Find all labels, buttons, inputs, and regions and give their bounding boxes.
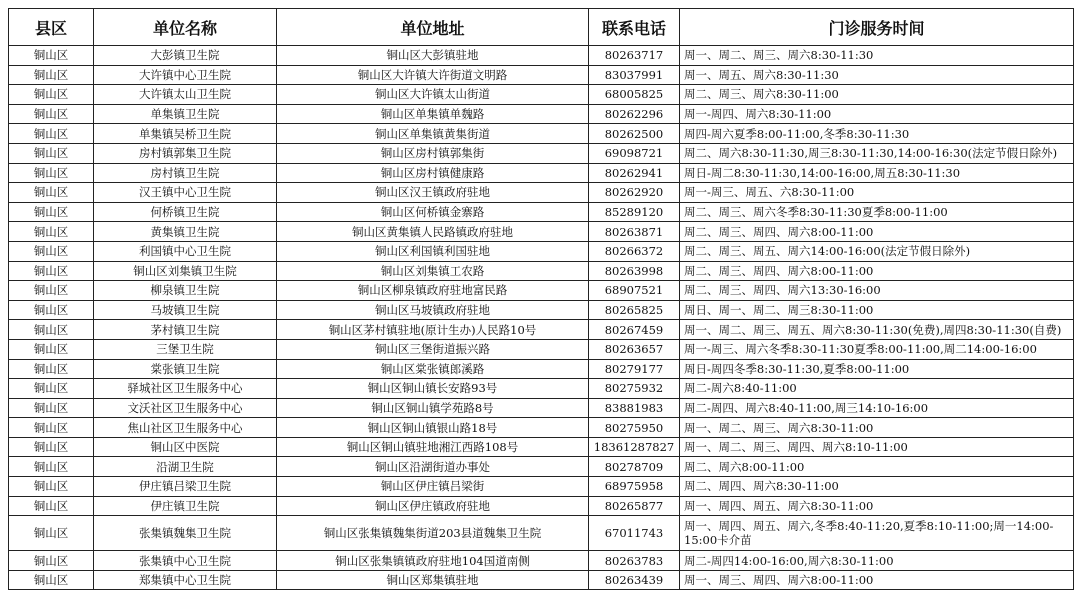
cell-phone: 67011743 [589, 516, 680, 551]
cell-unit-name: 张集镇魏集卫生院 [94, 516, 277, 551]
cell-district: 铜山区 [9, 202, 94, 222]
cell-unit-address: 铜山区沿湖街道办事处 [277, 457, 589, 477]
cell-clinic-hours: 周一-周四、周六8:30-11:00 [680, 104, 1074, 124]
cell-unit-name: 三堡卫生院 [94, 339, 277, 359]
cell-phone: 68975958 [589, 477, 680, 497]
cell-clinic-hours: 周二、周三、周五、周六14:00-16:00(法定节假日除外) [680, 241, 1074, 261]
cell-district: 铜山区 [9, 222, 94, 242]
table-row [9, 418, 1074, 438]
cell-unit-address: 铜山区张集镇魏集街道203县道魏集卫生院 [277, 516, 589, 551]
table-row [9, 104, 1074, 124]
cell-clinic-hours: 周二、周六8:30-11:30,周三8:30-11:30,14:00-16:30(法定节假日除外) [680, 143, 1074, 163]
cell-clinic-hours: 周一、周二、周三、周六8:30-11:00 [680, 418, 1074, 438]
cell-clinic-hours: 周二、周四、周六8:30-11:00 [680, 477, 1074, 497]
cell-unit-address: 铜山区房村镇郭集街 [277, 143, 589, 163]
clinic-schedule-table [8, 8, 1074, 590]
table-row [9, 379, 1074, 399]
cell-unit-name: 焦山社区卫生服务中心 [94, 418, 277, 438]
cell-clinic-hours: 周日-周四冬季8:30-11:30,夏季8:00-11:00 [680, 359, 1074, 379]
cell-district: 铜山区 [9, 359, 94, 379]
cell-unit-name: 房村镇郭集卫生院 [94, 143, 277, 163]
table-row [9, 143, 1074, 163]
cell-clinic-hours: 周一-周三、周五、六8:30-11:00 [680, 183, 1074, 203]
cell-district: 铜山区 [9, 496, 94, 516]
cell-clinic-hours: 周一、周三、周四、周六8:00-11:00 [680, 570, 1074, 590]
table-row [9, 437, 1074, 457]
cell-clinic-hours: 周一、周二、周三、周四、周六8:10-11:00 [680, 437, 1074, 457]
cell-phone: 85289120 [589, 202, 680, 222]
cell-unit-address: 铜山区黄集镇人民路镇政府驻地 [277, 222, 589, 242]
cell-unit-name: 何桥镇卫生院 [94, 202, 277, 222]
cell-clinic-hours: 周一、周二、周三、周五、周六8:30-11:30(免费),周四8:30-11:30(自费) [680, 320, 1074, 340]
cell-phone: 83037991 [589, 65, 680, 85]
cell-district: 铜山区 [9, 65, 94, 85]
cell-unit-address: 铜山区张集镇镇政府驻地104国道南侧 [277, 551, 589, 571]
cell-unit-address: 铜山区单集镇黄集街道 [277, 124, 589, 144]
cell-clinic-hours: 周一-周三、周六冬季8:30-11:30夏季8:00-11:00,周二14:00-16:00 [680, 339, 1074, 359]
header-phone: 联系电话 [589, 9, 680, 46]
cell-unit-address: 铜山区铜山镇银山路18号 [277, 418, 589, 438]
cell-phone: 80262296 [589, 104, 680, 124]
table-row [9, 124, 1074, 144]
table-row [9, 339, 1074, 359]
cell-phone: 80263657 [589, 339, 680, 359]
cell-unit-address: 铜山区大许镇大许街道文明路 [277, 65, 589, 85]
cell-unit-name: 驿城社区卫生服务中心 [94, 379, 277, 399]
cell-unit-name: 马坡镇卫生院 [94, 300, 277, 320]
table-row [9, 222, 1074, 242]
cell-phone: 80278709 [589, 457, 680, 477]
table-row [9, 516, 1074, 551]
cell-district: 铜山区 [9, 570, 94, 590]
table-row [9, 46, 1074, 66]
cell-district: 铜山区 [9, 320, 94, 340]
cell-clinic-hours: 周二-周六8:40-11:00 [680, 379, 1074, 399]
cell-unit-name: 柳泉镇卫生院 [94, 281, 277, 301]
cell-phone: 83881983 [589, 398, 680, 418]
cell-district: 铜山区 [9, 261, 94, 281]
table-row [9, 85, 1074, 105]
table-row [9, 570, 1074, 590]
table-row [9, 65, 1074, 85]
cell-district: 铜山区 [9, 398, 94, 418]
cell-phone: 68005825 [589, 85, 680, 105]
cell-district: 铜山区 [9, 551, 94, 571]
cell-unit-address: 铜山区刘集镇工农路 [277, 261, 589, 281]
cell-clinic-hours: 周二-周四、周六8:40-11:00,周三14:10-16:00 [680, 398, 1074, 418]
cell-phone: 80263871 [589, 222, 680, 242]
table-row [9, 496, 1074, 516]
table-row [9, 398, 1074, 418]
cell-unit-address: 铜山区郑集镇驻地 [277, 570, 589, 590]
cell-unit-name: 大许镇中心卫生院 [94, 65, 277, 85]
table-row [9, 551, 1074, 571]
cell-clinic-hours: 周二、周三、周六8:30-11:00 [680, 85, 1074, 105]
cell-unit-name: 汉王镇中心卫生院 [94, 183, 277, 203]
cell-district: 铜山区 [9, 437, 94, 457]
header-district: 县区 [9, 9, 94, 46]
header-unit-address: 单位地址 [277, 9, 589, 46]
table-row [9, 163, 1074, 183]
cell-district: 铜山区 [9, 281, 94, 301]
cell-unit-address: 铜山区柳泉镇政府驻地富民路 [277, 281, 589, 301]
cell-phone: 80262920 [589, 183, 680, 203]
cell-unit-address: 铜山区三堡街道振兴路 [277, 339, 589, 359]
table-row [9, 457, 1074, 477]
cell-clinic-hours: 周一、周二、周三、周六8:30-11:30 [680, 46, 1074, 66]
cell-clinic-hours: 周日-周二8:30-11:30,14:00-16:00,周五8:30-11:30 [680, 163, 1074, 183]
cell-unit-name: 伊庄镇吕梁卫生院 [94, 477, 277, 497]
cell-unit-name: 利国镇中心卫生院 [94, 241, 277, 261]
cell-unit-name: 单集镇卫生院 [94, 104, 277, 124]
cell-district: 铜山区 [9, 85, 94, 105]
cell-unit-name: 张集镇中心卫生院 [94, 551, 277, 571]
cell-phone: 80262941 [589, 163, 680, 183]
table-row [9, 359, 1074, 379]
cell-phone: 80263783 [589, 551, 680, 571]
cell-clinic-hours: 周一、周四、周五、周六8:30-11:00 [680, 496, 1074, 516]
table-body [9, 46, 1074, 590]
table-row [9, 477, 1074, 497]
cell-unit-name: 茅村镇卫生院 [94, 320, 277, 340]
header-clinic-hours: 门诊服务时间 [680, 9, 1074, 46]
cell-unit-name: 沿湖卫生院 [94, 457, 277, 477]
cell-district: 铜山区 [9, 300, 94, 320]
cell-district: 铜山区 [9, 183, 94, 203]
cell-district: 铜山区 [9, 418, 94, 438]
cell-unit-name: 房村镇卫生院 [94, 163, 277, 183]
cell-clinic-hours: 周一、周四、周五、周六,冬季8:40-11:20,夏季8:10-11:00;周一14:00-15:00卡介苗 [680, 516, 1074, 551]
table-row [9, 300, 1074, 320]
cell-district: 铜山区 [9, 516, 94, 551]
cell-district: 铜山区 [9, 124, 94, 144]
cell-unit-address: 铜山区大许镇太山街道 [277, 85, 589, 105]
cell-district: 铜山区 [9, 379, 94, 399]
cell-unit-address: 铜山区马坡镇政府驻地 [277, 300, 589, 320]
cell-phone: 80262500 [589, 124, 680, 144]
cell-unit-address: 铜山区汉王镇政府驻地 [277, 183, 589, 203]
cell-unit-address: 铜山区棠张镇郎溪路 [277, 359, 589, 379]
cell-phone: 80265825 [589, 300, 680, 320]
cell-unit-address: 铜山区伊庄镇吕梁街 [277, 477, 589, 497]
cell-unit-address: 铜山区房村镇健康路 [277, 163, 589, 183]
cell-unit-name: 铜山区中医院 [94, 437, 277, 457]
cell-phone: 80267459 [589, 320, 680, 340]
cell-phone: 80266372 [589, 241, 680, 261]
cell-district: 铜山区 [9, 163, 94, 183]
cell-district: 铜山区 [9, 143, 94, 163]
cell-district: 铜山区 [9, 457, 94, 477]
cell-unit-name: 大许镇太山卫生院 [94, 85, 277, 105]
cell-unit-name: 棠张镇卫生院 [94, 359, 277, 379]
cell-unit-address: 铜山区茅村镇驻地(原计生办)人民路10号 [277, 320, 589, 340]
cell-clinic-hours: 周二、周三、周四、周六8:00-11:00 [680, 222, 1074, 242]
cell-clinic-hours: 周二、周三、周四、周六13:30-16:00 [680, 281, 1074, 301]
cell-district: 铜山区 [9, 241, 94, 261]
table-row [9, 183, 1074, 203]
cell-district: 铜山区 [9, 46, 94, 66]
cell-district: 铜山区 [9, 339, 94, 359]
cell-clinic-hours: 周日、周一、周二、周三8:30-11:00 [680, 300, 1074, 320]
cell-unit-address: 铜山区何桥镇金寨路 [277, 202, 589, 222]
cell-clinic-hours: 周二、周三、周六冬季8:30-11:30夏季8:00-11:00 [680, 202, 1074, 222]
cell-unit-name: 黄集镇卫生院 [94, 222, 277, 242]
table-row [9, 281, 1074, 301]
table-row [9, 261, 1074, 281]
cell-clinic-hours: 周二-周四14:00-16:00,周六8:30-11:00 [680, 551, 1074, 571]
cell-phone: 80275950 [589, 418, 680, 438]
cell-phone: 69098721 [589, 143, 680, 163]
cell-clinic-hours: 周一、周五、周六8:30-11:30 [680, 65, 1074, 85]
cell-phone: 68907521 [589, 281, 680, 301]
cell-unit-address: 铜山区伊庄镇政府驻地 [277, 496, 589, 516]
cell-clinic-hours: 周二、周三、周四、周六8:00-11:00 [680, 261, 1074, 281]
cell-phone: 80275932 [589, 379, 680, 399]
cell-unit-name: 伊庄镇卫生院 [94, 496, 277, 516]
cell-phone: 80263717 [589, 46, 680, 66]
table-row [9, 202, 1074, 222]
cell-unit-address: 铜山区利国镇利国驻地 [277, 241, 589, 261]
cell-phone: 18361287827 [589, 437, 680, 457]
cell-district: 铜山区 [9, 477, 94, 497]
cell-clinic-hours: 周四-周六夏季8:00-11:00,冬季8:30-11:30 [680, 124, 1074, 144]
cell-unit-name: 大彭镇卫生院 [94, 46, 277, 66]
cell-unit-address: 铜山区铜山镇驻地湘江西路108号 [277, 437, 589, 457]
cell-unit-name: 文沃社区卫生服务中心 [94, 398, 277, 418]
table-header-row [9, 9, 1074, 46]
cell-phone: 80263998 [589, 261, 680, 281]
cell-unit-address: 铜山区单集镇单魏路 [277, 104, 589, 124]
cell-phone: 80265877 [589, 496, 680, 516]
cell-district: 铜山区 [9, 104, 94, 124]
cell-unit-name: 铜山区刘集镇卫生院 [94, 261, 277, 281]
cell-unit-address: 铜山区铜山镇学苑路8号 [277, 398, 589, 418]
table-row [9, 320, 1074, 340]
cell-unit-name: 郑集镇中心卫生院 [94, 570, 277, 590]
cell-unit-address: 铜山区大彭镇驻地 [277, 46, 589, 66]
table-row [9, 241, 1074, 261]
cell-phone: 80279177 [589, 359, 680, 379]
cell-unit-name: 单集镇吴桥卫生院 [94, 124, 277, 144]
cell-unit-address: 铜山区铜山镇长安路93号 [277, 379, 589, 399]
header-unit-name: 单位名称 [94, 9, 277, 46]
cell-phone: 80263439 [589, 570, 680, 590]
cell-clinic-hours: 周二、周六8:00-11:00 [680, 457, 1074, 477]
